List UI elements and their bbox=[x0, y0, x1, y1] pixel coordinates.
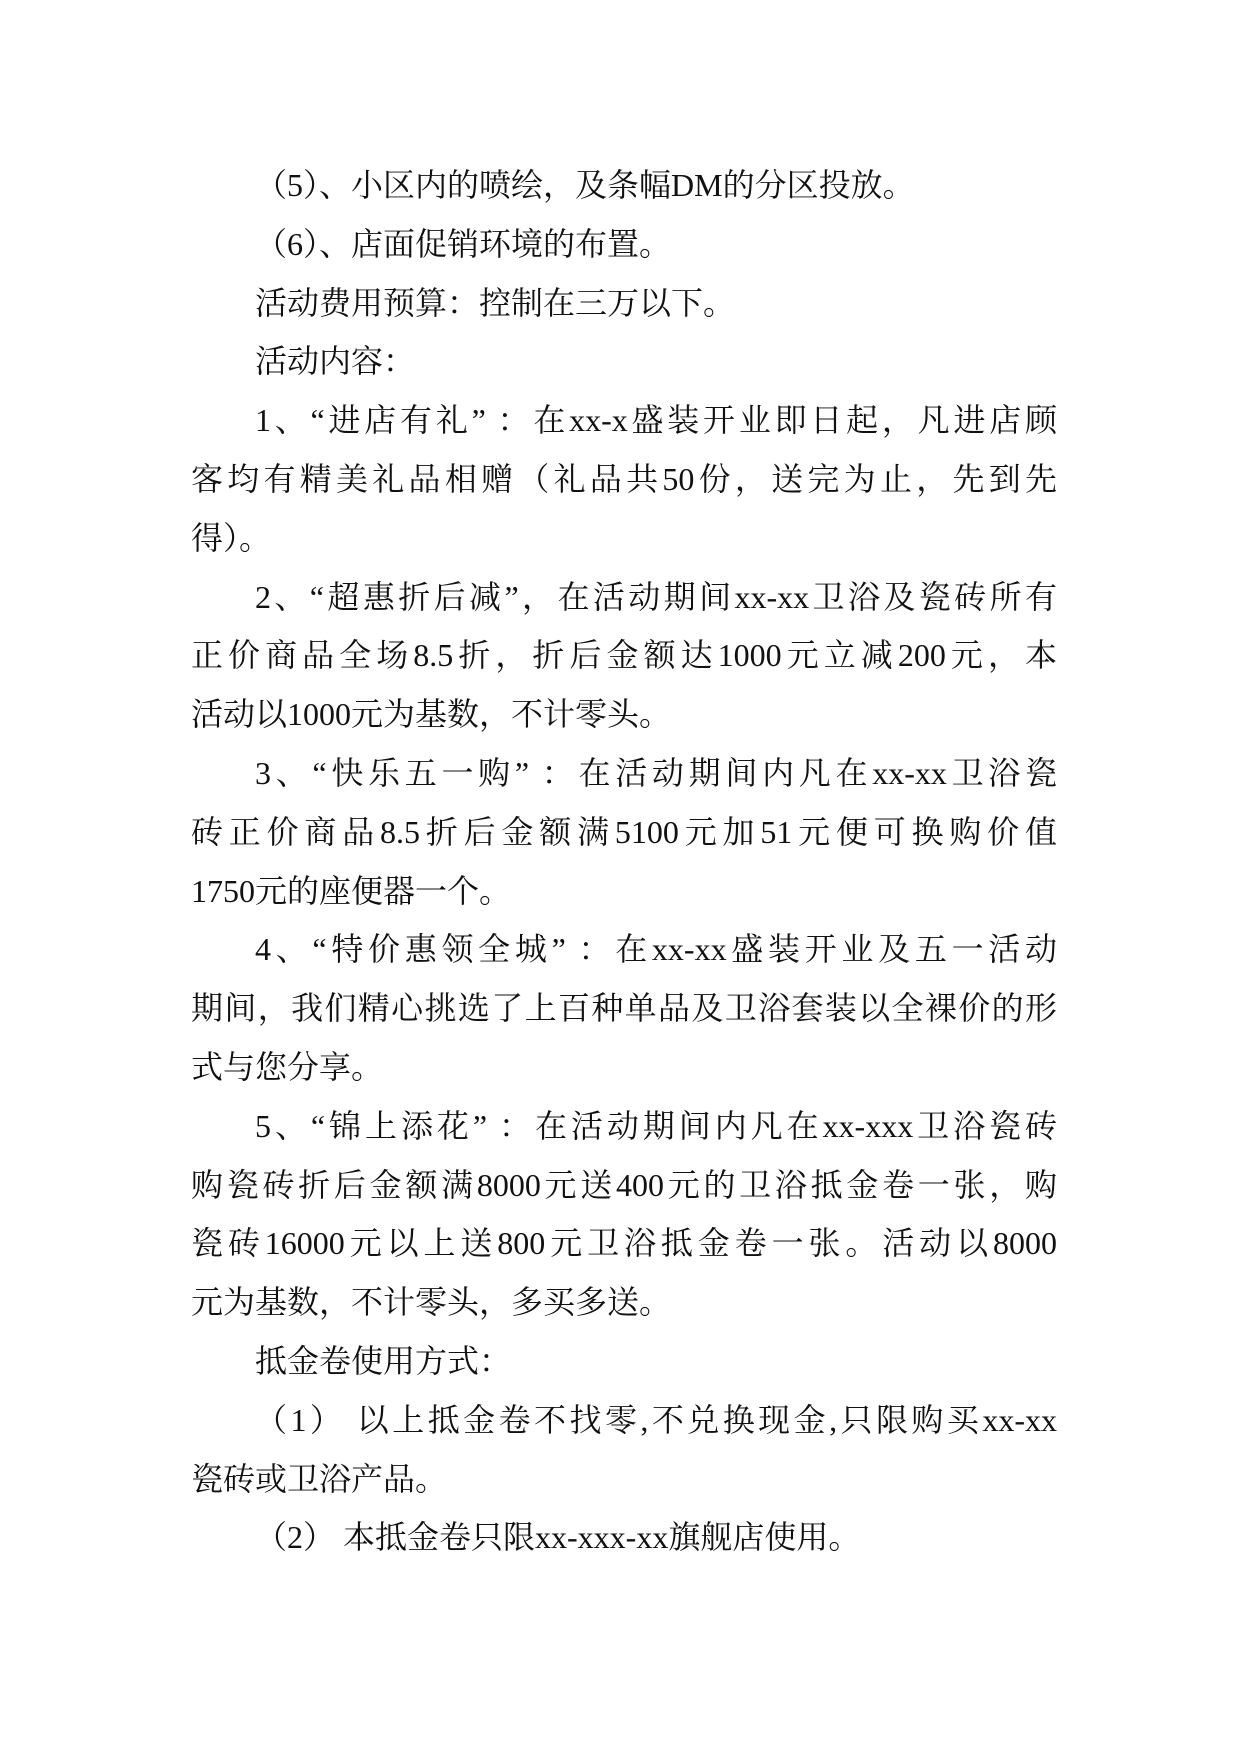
paragraph-item-5 bbox=[191, 156, 1057, 215]
document-body bbox=[191, 156, 1057, 1567]
text-line: 5、“锦上添花” ：在活动期间内凡在xx-xxx卫浴瓷砖 bbox=[255, 1107, 1057, 1144]
text-line: 得）。 bbox=[191, 519, 272, 556]
text-line: 元为基数，不计零头，多买多送。 bbox=[191, 1284, 672, 1321]
text-line: 3、“快乐五一购” ：在活动期间内凡在xx-xx卫浴瓷 bbox=[255, 754, 1057, 791]
text-line: 瓷砖16000元以上送800元卫浴抵金卷一张。活动以8000 bbox=[191, 1225, 1057, 1262]
voucher-rule-1 bbox=[191, 1391, 1057, 1509]
text-line: 式与您分享。 bbox=[191, 1048, 384, 1085]
text-line: 正价商品全场8.5折，折后金额达1000元立减200元，本 bbox=[191, 637, 1057, 674]
text-line: 活动费用预算：控制在三万以下。 bbox=[255, 284, 736, 321]
text-line: 期间，我们精心挑选了上百种单品及卫浴套装以全裸价的形 bbox=[191, 990, 1057, 1027]
text-line: 客均有精美礼品相赠（礼品共50份，送完为止，先到先 bbox=[191, 460, 1057, 497]
text-line: 瓷砖或卫浴产品。 bbox=[191, 1460, 448, 1497]
text-line: 1750元的座便器一个。 bbox=[191, 872, 512, 909]
activity-1-paragraph bbox=[191, 391, 1057, 567]
activity-5-paragraph bbox=[191, 1097, 1057, 1332]
text-line: 活动以1000元为基数，不计零头。 bbox=[191, 696, 672, 733]
text-line: 抵金卷使用方式： bbox=[255, 1342, 512, 1379]
paragraph-item-6 bbox=[191, 215, 1057, 274]
text-line: 4、“特价惠领全城” ：在xx-xx盛装开业及五一活动 bbox=[255, 931, 1057, 968]
text-line: 活动内容： bbox=[255, 343, 416, 380]
budget-paragraph bbox=[191, 274, 1057, 333]
text-line: 砖正价商品8.5折后金额满5100元加51元便可换购价值 bbox=[191, 813, 1057, 850]
activity-3-paragraph bbox=[191, 744, 1057, 920]
text-line: （6）、店面促销环境的布置。 bbox=[255, 225, 672, 262]
text-line: （1） 以上抵金卷不找零,不兑换现金,只限购买xx-xx bbox=[255, 1401, 1057, 1438]
activity-content-heading bbox=[191, 332, 1057, 391]
text-line: 购瓷砖折后金额满8000元送400元的卫浴抵金卷一张，购 bbox=[191, 1166, 1057, 1203]
activity-4-paragraph bbox=[191, 920, 1057, 1096]
text-line: 2、“超惠折后减”，在活动期间xx-xx卫浴及瓷砖所有 bbox=[255, 578, 1057, 615]
text-line: 1、“进店有礼” ：在xx-x盛装开业即日起，凡进店顾 bbox=[255, 402, 1057, 439]
voucher-rule-2 bbox=[191, 1508, 1057, 1567]
text-line: （5）、小区内的喷绘，及条幅DM的分区投放。 bbox=[255, 167, 915, 203]
activity-2-paragraph bbox=[191, 568, 1057, 744]
voucher-usage-heading bbox=[191, 1332, 1057, 1391]
text-line: （2） 本抵金卷只限xx-xxx-xx旗舰店使用。 bbox=[255, 1519, 861, 1556]
